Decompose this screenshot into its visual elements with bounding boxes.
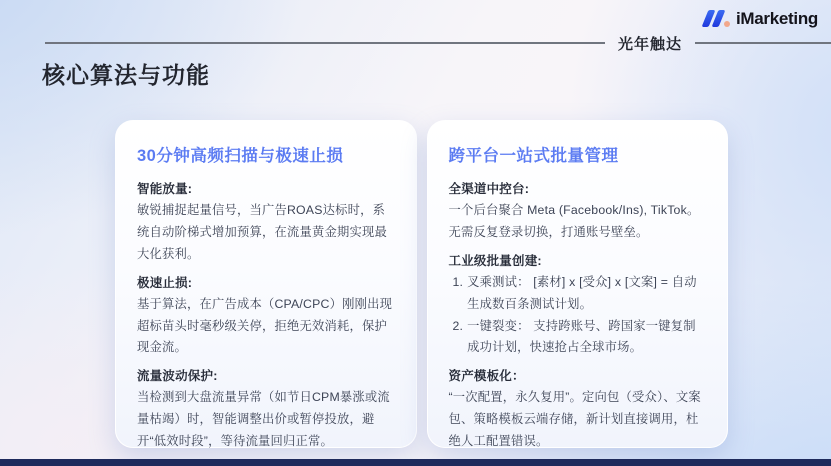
section-body: 基于算法，在广告成本（CPA/CPC）刚刚出现超标苗头时毫秒级关停，拒绝无效消耗，保护现金流。 <box>137 296 393 355</box>
section-body: 一个后台聚合 Meta (Facebook/Ins), TikTok。无需反复登录切换，打通账号壁垒。 <box>448 203 700 239</box>
footer-accent-bar <box>0 459 831 466</box>
logo-dot-icon <box>724 21 730 27</box>
brand-logo <box>702 9 818 29</box>
section-body: 敏锐捕捉起量信号，当广告ROAS达标时，系统自动阶梯式增加预算，在流量黄金期实现最大化获利。 <box>137 203 387 261</box>
divider-line-right <box>695 42 831 44</box>
section-heading: 资产模板化： <box>448 369 525 384</box>
header-label: 光年触达 <box>617 35 682 53</box>
page-title: 核心算法与功能 <box>42 62 210 88</box>
list-item <box>453 316 707 360</box>
imarketing-logo-icon <box>702 10 730 29</box>
section-heading: 极速止损: <box>137 275 193 290</box>
section-heading: 流量波动保护: <box>137 369 218 384</box>
list-item-text: 叉乘测试： [素材] x [受众] x [文案] = 自动生成数百条测试计划。 <box>467 274 697 311</box>
section-body: “一次配置，永久复用”。定向包（受众）、文案包、策略模板云端存储，新计划直接调用，杜绝人工配置错误。 <box>448 390 701 448</box>
section-heading: 工业级批量创建: <box>448 253 542 268</box>
brand-name: iMarketing <box>735 9 818 28</box>
list-item-number: 2. <box>452 318 464 333</box>
feature-cards <box>115 120 728 448</box>
section-heading: 智能放量: <box>137 182 193 196</box>
list-item <box>453 272 707 316</box>
section-list <box>449 272 707 360</box>
section-body: 当检测到大盘流量异常（如节日CPM暴涨或流量枯竭）时，智能调整出价或暂停投放，避开“低效时段”，等待流量回归正常。 <box>137 390 390 448</box>
card-title: 跨平台一站式批量管理 <box>448 147 619 165</box>
list-item-number: 1. <box>452 274 464 289</box>
list-item-text: 一键裂变： 支持跨账号、跨国家一键复制成功计划，快速抢占全球市场。 <box>467 318 696 355</box>
card-scan-stoploss <box>115 120 417 448</box>
card-title: 30分钟高频扫描与极速止损 <box>137 147 344 165</box>
divider-line-left <box>45 42 605 44</box>
header-divider <box>45 35 831 53</box>
card-cross-platform <box>427 120 729 448</box>
section-heading: 全渠道中控台: <box>448 182 530 196</box>
